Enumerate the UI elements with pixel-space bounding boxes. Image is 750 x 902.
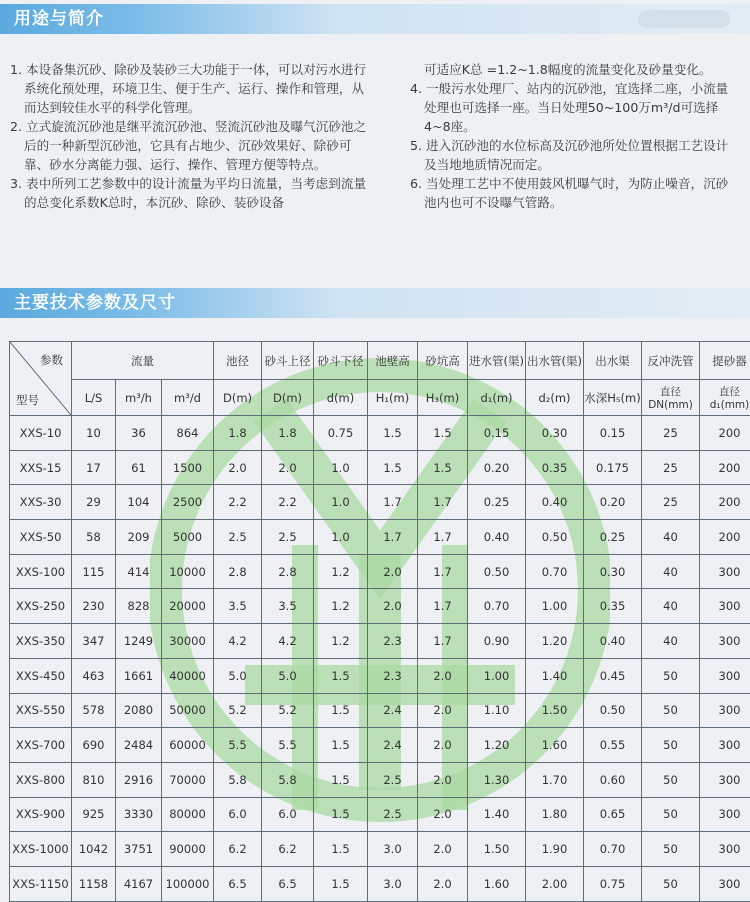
table-cell: 0.50 xyxy=(526,520,584,555)
table-header-row-2 xyxy=(10,380,750,416)
header-hopper-bottom: 砂斗下径 xyxy=(314,342,368,380)
intro-right-column xyxy=(410,60,740,212)
table-cell: 30000 xyxy=(162,624,214,659)
table-cell: 300 xyxy=(700,797,750,832)
table-cell: 20000 xyxy=(162,589,214,624)
table-cell: 200 xyxy=(700,416,750,451)
table-cell: 1.20 xyxy=(526,624,584,659)
table-row xyxy=(10,832,750,867)
table-row xyxy=(10,797,750,832)
table-cell: 300 xyxy=(700,658,750,693)
table-cell: 6.0 xyxy=(214,797,262,832)
table-cell: 1.5 xyxy=(418,450,468,485)
table-cell: 6.2 xyxy=(262,832,314,867)
table-cell: 2.0 xyxy=(214,450,262,485)
table-cell: 3.0 xyxy=(368,832,418,867)
table-cell: 200 xyxy=(700,520,750,555)
table-cell: 50 xyxy=(642,866,700,901)
table-cell: 1.40 xyxy=(526,658,584,693)
table-cell: 40 xyxy=(642,589,700,624)
table-cell: 1.7 xyxy=(368,520,418,555)
table-row xyxy=(10,554,750,589)
header-outlet-channel: 出水渠 xyxy=(584,342,642,380)
table-cell: 1.8 xyxy=(214,416,262,451)
table-cell: 1.5 xyxy=(314,866,368,901)
table-cell: 1.2 xyxy=(314,554,368,589)
table-cell: 100000 xyxy=(162,866,214,901)
table-cell: 1.20 xyxy=(468,728,526,763)
table-cell: 40000 xyxy=(162,658,214,693)
table-cell: 1.0 xyxy=(314,520,368,555)
table-cell: 5000 xyxy=(162,520,214,555)
table-cell: 1.30 xyxy=(468,762,526,797)
table-cell: 2.0 xyxy=(418,762,468,797)
table-cell: 5.5 xyxy=(214,728,262,763)
table-cell: 3330 xyxy=(116,797,162,832)
unit-m3h: m³/h xyxy=(116,380,162,416)
table-cell: 828 xyxy=(116,589,162,624)
intro-item-3-continued: 可适应K总 =1.2~1.8幅度的流量变化及砂量变化。 xyxy=(410,60,740,79)
unit-m3d: m³/d xyxy=(162,380,214,416)
table-cell: 10000 xyxy=(162,554,214,589)
table-cell: 40 xyxy=(642,554,700,589)
table-cell: 1500 xyxy=(162,450,214,485)
table-cell: 0.90 xyxy=(468,624,526,659)
unit-dn: 直径DN(mm) xyxy=(642,380,700,416)
model-cell: XXS-50 xyxy=(10,520,72,555)
corner-header-cell xyxy=(10,342,72,416)
table-cell: 300 xyxy=(700,693,750,728)
table-cell: 5.8 xyxy=(214,762,262,797)
table-cell: 1.5 xyxy=(418,416,468,451)
table-cell: 50 xyxy=(642,693,700,728)
intro-item-4: 4. 一般污水处理厂、站内的沉砂池，宜选择二座，小流量处理也可选择一座。当日处理50~100万m³/d可选择4~8座。 xyxy=(410,79,740,136)
table-cell: 2.0 xyxy=(368,554,418,589)
table-cell: 2.5 xyxy=(368,797,418,832)
table-cell: 0.70 xyxy=(526,554,584,589)
table-cell: 104 xyxy=(116,485,162,520)
table-cell: 36 xyxy=(116,416,162,451)
header-wall-height: 池壁高 xyxy=(368,342,418,380)
model-cell: XXS-900 xyxy=(10,797,72,832)
table-cell: 6.0 xyxy=(262,797,314,832)
table-cell: 1.8 xyxy=(262,416,314,451)
model-cell: XXS-10 xyxy=(10,416,72,451)
specs-section-title: 主要技术参数及尺寸 xyxy=(14,288,176,318)
table-cell: 925 xyxy=(72,797,116,832)
table-cell: 0.30 xyxy=(584,554,642,589)
table-cell: 1.10 xyxy=(468,693,526,728)
table-cell: 3.5 xyxy=(262,589,314,624)
table-cell: 0.50 xyxy=(468,554,526,589)
table-row xyxy=(10,520,750,555)
header-sand-lifter: 提砂器 xyxy=(700,342,750,380)
table-cell: 0.75 xyxy=(314,416,368,451)
table-cell: 2.3 xyxy=(368,658,418,693)
specs-section-header xyxy=(0,288,750,318)
table-row xyxy=(10,762,750,797)
table-cell: 1.00 xyxy=(468,658,526,693)
table-cell: 0.15 xyxy=(584,416,642,451)
table-cell: 0.175 xyxy=(584,450,642,485)
table-cell: 0.60 xyxy=(584,762,642,797)
table-cell: 2.0 xyxy=(418,728,468,763)
table-cell: 4167 xyxy=(116,866,162,901)
unit-h3: H₃(m) xyxy=(418,380,468,416)
table-cell: 2.5 xyxy=(368,762,418,797)
table-cell: 1.2 xyxy=(314,624,368,659)
table-cell: 1.5 xyxy=(368,450,418,485)
model-cell: XXS-1150 xyxy=(10,866,72,901)
table-cell: 25 xyxy=(642,416,700,451)
table-cell: 1.0 xyxy=(314,450,368,485)
intro-item-2: 2. 立式旋流沉砂池是继平流沉砂池、竖流沉砂池及曝气沉砂池之后的一种新型沉砂池，它具有占地少、沉砂效果好、除砂可靠、砂水分离能力强、运行、操作、管理方便等特点。 xyxy=(10,117,370,174)
table-cell: 0.35 xyxy=(584,589,642,624)
table-cell: 2.5 xyxy=(262,520,314,555)
table-cell: 463 xyxy=(72,658,116,693)
table-cell: 0.55 xyxy=(584,728,642,763)
table-cell: 0.30 xyxy=(526,416,584,451)
table-cell: 0.40 xyxy=(584,624,642,659)
header-backwash: 反冲洗管 xyxy=(642,342,700,380)
table-cell: 5.0 xyxy=(262,658,314,693)
model-cell: XXS-450 xyxy=(10,658,72,693)
table-cell: 5.8 xyxy=(262,762,314,797)
header-outlet: 出水管(渠) xyxy=(526,342,584,380)
intro-section-title: 用途与简介 xyxy=(14,4,104,34)
table-cell: 2080 xyxy=(116,693,162,728)
table-cell: 40 xyxy=(642,624,700,659)
table-cell: 5.2 xyxy=(262,693,314,728)
intro-item-3: 3. 表中所列工艺参数中的设计流量为平均日流量，当考虑到流量的总变化系数K总时，本沉砂、除砂、装砂设备 xyxy=(10,174,370,212)
table-cell: 1.5 xyxy=(314,693,368,728)
table-cell: 1661 xyxy=(116,658,162,693)
table-cell: 10 xyxy=(72,416,116,451)
table-cell: 2.5 xyxy=(214,520,262,555)
table-cell: 2.8 xyxy=(214,554,262,589)
table-row xyxy=(10,624,750,659)
table-cell: 2.2 xyxy=(262,485,314,520)
table-cell: 40 xyxy=(642,520,700,555)
intro-item-1: 1. 本设备集沉砂、除砂及装砂三大功能于一体，可以对污水进行系统化预处理，环境卫生、便于生产、运行、操作和管理，从而达到较佳水平的科学化管理。 xyxy=(10,60,370,117)
table-cell: 2.0 xyxy=(418,693,468,728)
table-cell: 4.2 xyxy=(214,624,262,659)
table-header-row-1 xyxy=(10,342,750,380)
table-cell: 1.7 xyxy=(418,554,468,589)
intro-item-6: 6. 当处理工艺中不使用鼓风机曝气时，为防止噪音，沉砂池内也可不设曝气管路。 xyxy=(410,174,740,212)
table-cell: 61 xyxy=(116,450,162,485)
intro-item-5: 5. 进入沉砂池的水位标高及沉砂池所处位置根据工艺设计及当地地质情况而定。 xyxy=(410,136,740,174)
table-cell: 1.2 xyxy=(314,589,368,624)
table-cell: 0.15 xyxy=(468,416,526,451)
table-cell: 29 xyxy=(72,485,116,520)
model-cell: XXS-100 xyxy=(10,554,72,589)
table-cell: 1.50 xyxy=(468,832,526,867)
table-cell: 2.0 xyxy=(418,797,468,832)
table-cell: 0.20 xyxy=(468,450,526,485)
table-cell: 0.35 xyxy=(526,450,584,485)
table-cell: 1.5 xyxy=(314,797,368,832)
header-inlet: 进水管(渠) xyxy=(468,342,526,380)
table-cell: 300 xyxy=(700,624,750,659)
table-cell: 17 xyxy=(72,450,116,485)
table-row xyxy=(10,693,750,728)
table-cell: 1042 xyxy=(72,832,116,867)
table-cell: 1158 xyxy=(72,866,116,901)
table-cell: 1.00 xyxy=(526,589,584,624)
table-cell: 2.2 xyxy=(214,485,262,520)
table-cell: 2.4 xyxy=(368,728,418,763)
table-cell: 0.50 xyxy=(584,693,642,728)
table-cell: 60000 xyxy=(162,728,214,763)
table-cell: 1.5 xyxy=(314,762,368,797)
table-cell: 0.40 xyxy=(526,485,584,520)
table-cell: 2.0 xyxy=(418,832,468,867)
table-cell: 0.75 xyxy=(584,866,642,901)
table-cell: 0.40 xyxy=(468,520,526,555)
table-cell: 4.2 xyxy=(262,624,314,659)
table-cell: 2.8 xyxy=(262,554,314,589)
table-cell: 2.4 xyxy=(368,693,418,728)
table-cell: 1.5 xyxy=(314,658,368,693)
table-cell: 578 xyxy=(72,693,116,728)
model-cell: XXS-1000 xyxy=(10,832,72,867)
table-cell: 80000 xyxy=(162,797,214,832)
table-cell: 70000 xyxy=(162,762,214,797)
unit-h1: H₁(m) xyxy=(368,380,418,416)
model-cell: XXS-700 xyxy=(10,728,72,763)
unit-pool-d: D(m) xyxy=(214,380,262,416)
table-row xyxy=(10,728,750,763)
table-cell: 3.0 xyxy=(368,866,418,901)
table-cell: 2500 xyxy=(162,485,214,520)
table-cell: 2.00 xyxy=(526,866,584,901)
table-cell: 50000 xyxy=(162,693,214,728)
table-cell: 0.65 xyxy=(584,797,642,832)
table-cell: 0.25 xyxy=(584,520,642,555)
table-cell: 0.25 xyxy=(468,485,526,520)
table-cell: 200 xyxy=(700,485,750,520)
table-cell: 0.20 xyxy=(584,485,642,520)
table-cell: 1.80 xyxy=(526,797,584,832)
table-cell: 864 xyxy=(162,416,214,451)
table-cell: 1.7 xyxy=(418,485,468,520)
table-cell: 1.7 xyxy=(368,485,418,520)
table-cell: 1.0 xyxy=(314,485,368,520)
table-cell: 300 xyxy=(700,554,750,589)
table-cell: 1.5 xyxy=(314,728,368,763)
table-cell: 200 xyxy=(700,450,750,485)
table-row xyxy=(10,450,750,485)
header-hopper-top: 砂斗上径 xyxy=(262,342,314,380)
table-cell: 90000 xyxy=(162,832,214,867)
unit-ls: L/S xyxy=(72,380,116,416)
table-cell: 58 xyxy=(72,520,116,555)
table-cell: 25 xyxy=(642,485,700,520)
table-cell: 300 xyxy=(700,589,750,624)
table-cell: 2.0 xyxy=(368,589,418,624)
header-pit-height: 砂坑高 xyxy=(418,342,468,380)
table-cell: 300 xyxy=(700,728,750,763)
header-flow: 流量 xyxy=(72,342,214,380)
table-cell: 50 xyxy=(642,658,700,693)
corner-model-label: 型号 xyxy=(16,392,39,408)
table-cell: 690 xyxy=(72,728,116,763)
table-cell: 50 xyxy=(642,728,700,763)
table-cell: 230 xyxy=(72,589,116,624)
table-row xyxy=(10,658,750,693)
unit-hopper-bottom-d: d(m) xyxy=(314,380,368,416)
table-cell: 2.0 xyxy=(418,866,468,901)
spec-table xyxy=(9,341,750,902)
table-cell: 209 xyxy=(116,520,162,555)
table-cell: 1.60 xyxy=(526,728,584,763)
table-cell: 5.2 xyxy=(214,693,262,728)
table-cell: 300 xyxy=(700,762,750,797)
table-cell: 25 xyxy=(642,450,700,485)
header-decoration xyxy=(638,10,730,28)
table-cell: 0.45 xyxy=(584,658,642,693)
table-cell: 1.7 xyxy=(418,520,468,555)
table-cell: 3751 xyxy=(116,832,162,867)
table-cell: 115 xyxy=(72,554,116,589)
table-cell: 1.5 xyxy=(368,416,418,451)
table-cell: 5.5 xyxy=(262,728,314,763)
model-cell: XXS-15 xyxy=(10,450,72,485)
table-cell: 810 xyxy=(72,762,116,797)
table-cell: 1.70 xyxy=(526,762,584,797)
unit-d1-mm: 直径d₁(mm) xyxy=(700,380,750,416)
model-cell: XXS-250 xyxy=(10,589,72,624)
table-cell: 347 xyxy=(72,624,116,659)
table-cell: 2484 xyxy=(116,728,162,763)
table-cell: 1.40 xyxy=(468,797,526,832)
table-cell: 1.7 xyxy=(418,624,468,659)
table-cell: 300 xyxy=(700,866,750,901)
header-pool-diameter: 池径 xyxy=(214,342,262,380)
table-cell: 2.3 xyxy=(368,624,418,659)
table-cell: 6.2 xyxy=(214,832,262,867)
table-cell: 0.70 xyxy=(468,589,526,624)
model-cell: XXS-800 xyxy=(10,762,72,797)
table-cell: 2.0 xyxy=(418,658,468,693)
table-cell: 0.70 xyxy=(584,832,642,867)
corner-param-label: 参数 xyxy=(40,352,63,368)
table-cell: 2.0 xyxy=(262,450,314,485)
unit-d2: d₂(m) xyxy=(526,380,584,416)
table-cell: 1249 xyxy=(116,624,162,659)
intro-section-header xyxy=(0,4,750,34)
intro-left-column xyxy=(10,60,370,212)
spec-table-body xyxy=(10,416,750,902)
table-cell: 50 xyxy=(642,762,700,797)
unit-d1: d₁(m) xyxy=(468,380,526,416)
table-cell: 2916 xyxy=(116,762,162,797)
table-cell: 1.7 xyxy=(418,589,468,624)
model-cell: XXS-550 xyxy=(10,693,72,728)
table-cell: 50 xyxy=(642,797,700,832)
table-cell: 50 xyxy=(642,832,700,867)
table-cell: 300 xyxy=(700,832,750,867)
table-row xyxy=(10,485,750,520)
table-cell: 3.5 xyxy=(214,589,262,624)
model-cell: XXS-30 xyxy=(10,485,72,520)
table-cell: 6.5 xyxy=(214,866,262,901)
table-cell: 1.60 xyxy=(468,866,526,901)
table-row xyxy=(10,589,750,624)
unit-hopper-top-d: D(m) xyxy=(262,380,314,416)
table-row xyxy=(10,416,750,451)
table-cell: 1.5 xyxy=(314,832,368,867)
table-cell: 414 xyxy=(116,554,162,589)
unit-h5: 水深H₅(m) xyxy=(584,380,642,416)
model-cell: XXS-350 xyxy=(10,624,72,659)
table-cell: 1.90 xyxy=(526,832,584,867)
table-cell: 6.5 xyxy=(262,866,314,901)
table-cell: 5.0 xyxy=(214,658,262,693)
table-cell: 1.50 xyxy=(526,693,584,728)
